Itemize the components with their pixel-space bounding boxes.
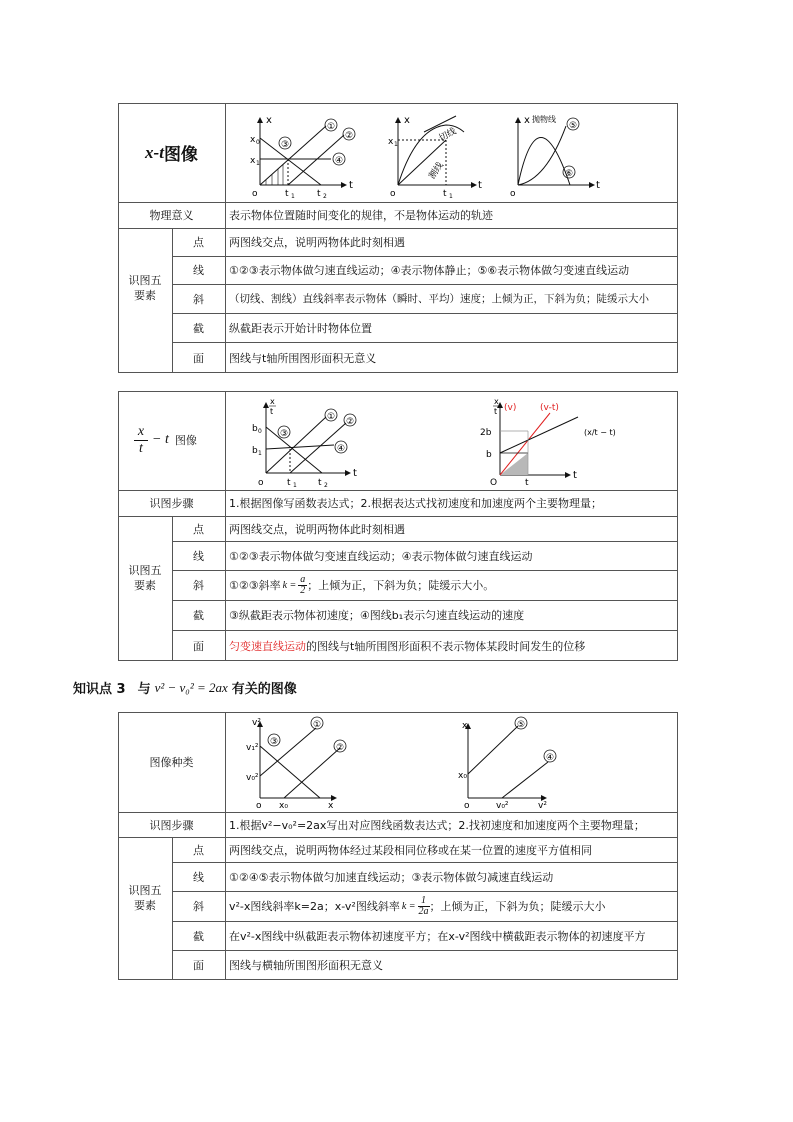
svg-text:⑥: ⑥ xyxy=(565,169,574,179)
steps-label: 识图步骤 xyxy=(149,818,194,832)
svg-text:v₀²: v₀² xyxy=(496,801,509,810)
svg-text:x: x xyxy=(328,801,334,810)
row-value: ①②④⑤表示物体做匀加速直线运动；③表示物体做匀减速直线运动 xyxy=(229,870,554,884)
svg-text:x: x xyxy=(524,115,530,126)
svg-text:t: t xyxy=(318,478,322,487)
group-label: 识图五要素 xyxy=(128,564,162,592)
svg-text:t: t xyxy=(349,180,353,191)
row-value: 两图线交点，说明两物体经过某段相同位移或在某一位置的速度平方值相同 xyxy=(229,843,592,857)
row-key: 线 xyxy=(193,264,204,277)
row-key: 面 xyxy=(193,351,204,365)
row-key: 线 xyxy=(193,870,204,884)
svg-text:x: x xyxy=(494,397,499,406)
svg-text:o: o xyxy=(510,189,516,198)
svg-text:(x/t − t): (x/t − t) xyxy=(584,428,616,437)
svg-text:b: b xyxy=(486,450,492,460)
row-key: 点 xyxy=(193,843,204,857)
svg-text:t: t xyxy=(353,468,357,479)
svg-text:1: 1 xyxy=(293,482,297,487)
svg-text:t: t xyxy=(443,189,447,198)
highlighted-text: 匀变速直线运动 xyxy=(229,639,306,653)
svg-text:x: x xyxy=(270,397,275,406)
svg-text:v₀²: v₀² xyxy=(246,773,259,783)
title-word: 图像 xyxy=(163,145,198,165)
svg-text:t: t xyxy=(287,478,291,487)
row-value: 纵截距表示开始计时物体位置 xyxy=(229,321,372,335)
svg-text:①: ① xyxy=(327,122,336,132)
svg-text:切线: 切线 xyxy=(437,126,459,144)
svg-text:o: o xyxy=(256,801,262,810)
svg-text:1: 1 xyxy=(449,193,453,198)
svg-text:t: t xyxy=(317,189,321,198)
svg-text:1: 1 xyxy=(256,160,260,167)
svg-text:(v): (v) xyxy=(504,403,517,413)
meaning-label: 物理意义 xyxy=(149,209,194,222)
svg-text:t: t xyxy=(285,189,289,198)
svg-text:0: 0 xyxy=(258,428,262,435)
svg-text:b: b xyxy=(252,424,258,434)
meaning-value: 表示物体位置随时间变化的规律，不是物体运动的轨迹 xyxy=(229,209,493,222)
x-v2-chart xyxy=(454,714,570,810)
row-key: 斜 xyxy=(193,579,204,592)
svg-text:b: b xyxy=(252,446,258,456)
title-minus: − t xyxy=(152,432,169,447)
steps-value: 1.根据图像写函数表达式；2.根据表达式找初速度和加速度两个主要物理量； xyxy=(229,497,602,510)
row-key: 点 xyxy=(193,522,204,536)
svg-text:t: t xyxy=(573,470,577,481)
svg-text:v₁²: v₁² xyxy=(246,743,259,753)
row-value: 匀变速直线运动 的图线与t轴所围图形面积不表示物体某段时间发生的位移 xyxy=(229,639,586,653)
line-1 xyxy=(260,126,326,185)
svg-text:x: x xyxy=(388,137,394,147)
svg-text:v²: v² xyxy=(252,718,261,728)
title-word: 图像 xyxy=(174,434,197,447)
row-key: 点 xyxy=(193,236,204,249)
row-value: ①②③表示物体做匀变速直线运动；④表示物体做匀速直线运动 xyxy=(229,549,533,563)
svg-text:0: 0 xyxy=(256,139,260,146)
svg-text:2: 2 xyxy=(324,482,328,487)
row-value: ①②③表示物体做匀速直线运动；④表示物体静止；⑤⑥表示物体做匀变速直线运动 xyxy=(229,264,630,277)
row-value: ③纵截距表示物体初速度；④图线b₁表示匀速直线运动的速度 xyxy=(229,609,525,622)
svg-text:t: t xyxy=(478,180,482,191)
title-variable: x-t xyxy=(145,142,164,162)
svg-text:t: t xyxy=(494,407,498,416)
svg-text:1: 1 xyxy=(258,450,262,457)
svg-text:x: x xyxy=(250,135,256,145)
v2-x-chart xyxy=(244,714,360,810)
svg-text:t: t xyxy=(270,407,274,416)
svg-text:x: x xyxy=(404,115,410,126)
svg-text:1: 1 xyxy=(394,141,398,148)
steps-value: 1.根据v²−v₀²=2ax写出对应图线函数表达式；2.找初速度和加速度两个主要物理量； xyxy=(229,818,645,832)
table-title xyxy=(134,415,224,465)
row-key: 斜 xyxy=(193,900,204,913)
row-key: 截 xyxy=(193,609,204,622)
row-value: ①②③斜率 k = a 2 ；上倾为正，下斜为负；陡缓示大小。 xyxy=(229,573,495,596)
svg-text:③: ③ xyxy=(280,429,289,439)
svg-text:o: o xyxy=(252,189,258,198)
svg-text:x: x xyxy=(462,721,468,731)
svg-text:⑤: ⑤ xyxy=(569,121,578,131)
row-value: 两图线交点，说明两物体此时刻相遇 xyxy=(229,522,405,536)
row-key: 斜 xyxy=(193,292,204,306)
svg-text:2b: 2b xyxy=(480,428,492,438)
v-xt-compare-chart xyxy=(478,395,628,487)
svg-text:t: t xyxy=(525,478,529,487)
svg-text:(v-t): (v-t) xyxy=(540,403,559,413)
xt-tangent-secant-chart xyxy=(386,110,486,198)
svg-text:x: x xyxy=(250,156,256,166)
svg-text:割线: 割线 xyxy=(427,160,446,182)
svg-text:①: ① xyxy=(327,412,336,422)
table-title xyxy=(118,103,225,202)
svg-text:④: ④ xyxy=(335,156,344,166)
kinds-label: 图像种类 xyxy=(149,756,194,769)
svg-text:o: o xyxy=(464,801,470,810)
title-numerator: x xyxy=(137,423,145,439)
group-label: 识图五要素 xyxy=(128,884,162,912)
xt-lines-chart xyxy=(246,110,356,198)
row-key: 截 xyxy=(193,321,204,335)
svg-text:④: ④ xyxy=(546,753,555,763)
row-key: 截 xyxy=(193,929,204,943)
svg-text:o: o xyxy=(258,478,264,487)
svg-text:抛物线: 抛物线 xyxy=(532,115,556,124)
svg-text:⑤: ⑤ xyxy=(517,720,526,730)
svg-text:x: x xyxy=(266,115,272,126)
svg-text:2: 2 xyxy=(323,193,327,198)
row-key: 线 xyxy=(193,549,204,563)
svg-text:t: t xyxy=(596,180,600,191)
section-heading: 知识点 3 与 v² − v₀² = 2ax 有关的图像 xyxy=(73,679,297,697)
svg-text:x₀: x₀ xyxy=(458,771,467,781)
row-key: 面 xyxy=(193,639,204,653)
xt-parabola-chart xyxy=(506,110,606,198)
row-value: （切线、割线）直线斜率表示物体（瞬时、平均）速度；上倾为正，下斜为负；陡缓示大小 xyxy=(229,293,649,305)
svg-text:③: ③ xyxy=(281,140,290,150)
group-label: 识图五要素 xyxy=(128,274,162,302)
row-value: v²-x图线斜率k=2a；x-v²图线斜率 k = 1 2a ；上倾为正，下斜为负；陡缓示大小 xyxy=(229,894,606,917)
svg-text:①: ① xyxy=(313,720,322,730)
svg-text:④: ④ xyxy=(337,444,346,454)
row-value: 图线与t轴所围图形面积无意义 xyxy=(229,351,377,365)
svg-text:③: ③ xyxy=(270,737,279,747)
svg-text:②: ② xyxy=(345,131,354,141)
row-value: 图线与横轴所围图形面积无意义 xyxy=(229,959,383,972)
row-value: 两图线交点，说明两物体此时刻相遇 xyxy=(229,236,405,249)
svg-text:②: ② xyxy=(336,743,345,753)
row-value: 在v²-x图线中纵截距表示物体初速度平方；在x-v²图线中横截距表示物体的初速度平方 xyxy=(229,929,646,943)
title-denominator: t xyxy=(139,440,143,456)
svg-text:x₀: x₀ xyxy=(279,801,288,810)
svg-text:1: 1 xyxy=(291,193,295,198)
row-key: 面 xyxy=(193,959,204,972)
steps-label: 识图步骤 xyxy=(149,497,194,510)
svg-text:②: ② xyxy=(346,417,355,427)
svg-text:o: o xyxy=(390,189,396,198)
xt-t-lines-chart xyxy=(250,395,360,487)
svg-text:v²: v² xyxy=(538,801,547,810)
svg-text:O: O xyxy=(490,478,498,487)
